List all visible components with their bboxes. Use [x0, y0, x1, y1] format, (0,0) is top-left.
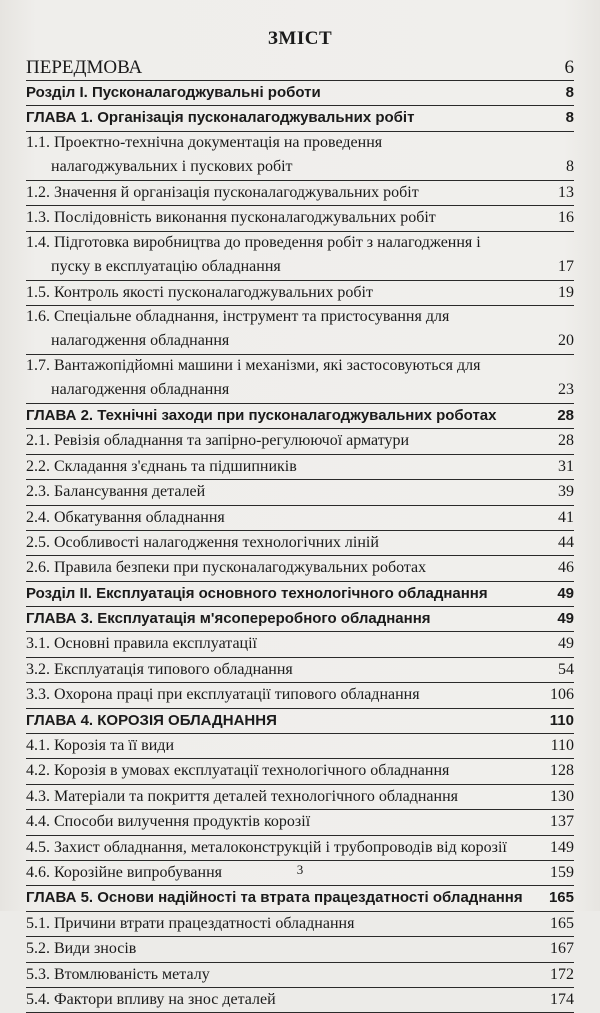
toc-entry-page: 149 [550, 838, 574, 856]
toc-entry-page: 20 [558, 331, 574, 349]
toc-entry [26, 582, 574, 607]
toc-entry-title: Розділ ІІ. Експлуатація основного технологічного обладнання [26, 584, 488, 602]
toc-entry-title: 3.3. Охорона праці при експлуатації типового обладнання [26, 686, 420, 704]
toc-entry-title: налагодження обладнання [51, 380, 230, 398]
toc-entry [26, 632, 574, 657]
toc-entry [26, 683, 574, 708]
toc-entry-page: 19 [558, 283, 574, 301]
toc-entry [26, 281, 574, 306]
toc-entry-title: 2.2. Складання з'єднань та підшипників [26, 457, 297, 475]
toc-entry-title: 1.4. Підготовка виробництва до проведення робіт з налагодження і [26, 233, 481, 251]
toc-entry [26, 181, 574, 206]
toc-entry [26, 429, 574, 454]
toc-entry [26, 836, 574, 861]
toc-entry [26, 937, 574, 962]
toc-entry-title: 3.1. Основні правила експлуатації [26, 635, 257, 653]
toc-entry-page: 49 [557, 610, 574, 628]
toc-entry-title: налагодження обладнання [51, 331, 230, 349]
toc-entry [26, 734, 574, 759]
toc-entry-title: 1.1. Проектно-технічна документація на проведення [26, 133, 383, 151]
toc-entry [26, 254, 574, 281]
toc-entry [26, 232, 574, 254]
toc-entry-title: 4.4. Способи вилучення продуктів корозії [26, 813, 311, 831]
toc-entry-page: 167 [550, 940, 574, 958]
toc-entry [26, 306, 574, 328]
toc-entry [26, 355, 574, 377]
toc-entry-title: ГЛАВА 2. Технічні заходи при пусконалагоджувальних роботах [26, 406, 497, 424]
toc-entry [26, 531, 574, 556]
toc-entry-page: 49 [558, 635, 574, 653]
toc-entry-page: 106 [550, 686, 574, 704]
toc-entry-title: 1.2. Значення й організація пусконалагоджувальних робіт [26, 183, 419, 201]
toc-entry-page: 165 [550, 914, 574, 932]
toc-entry-title: 1.7. Вантажопідйомні машини і механізми, які застосовуються для [26, 356, 481, 374]
toc-entry-title: 2.5. Особливості налагодження технологічних ліній [26, 533, 379, 551]
toc-entry-title: 4.2. Корозія в умовах експлуатації технологічного обладнання [26, 762, 450, 780]
toc-entry-page: 159 [550, 863, 574, 881]
toc-entry-title: 1.5. Контроль якості пусконалагоджувальних робіт [26, 283, 373, 301]
toc-entry [26, 132, 574, 154]
toc-entry [26, 377, 574, 404]
toc-entry-title: ГЛАВА 1. Організація пусконалагоджувальних робіт [26, 109, 415, 127]
toc-entry [26, 106, 574, 131]
page-title: ЗМІСТ [267, 28, 333, 49]
toc-entry [26, 963, 574, 988]
toc-entry [26, 709, 574, 734]
toc-entry-page: 137 [550, 813, 574, 831]
toc-entry-page: 8 [565, 84, 574, 101]
toc-entry-page: 28 [557, 406, 574, 424]
toc-entry [26, 154, 574, 181]
toc-entry [26, 328, 574, 355]
toc-entry-title: 1.3. Послідовність виконання пусконалагоджувальних робіт [26, 209, 436, 227]
toc-entry-page: 54 [558, 660, 574, 678]
toc-entry [26, 886, 574, 911]
toc-entry-title: ГЛАВА 3. Експлуатація м'ясопереробного обладнання [26, 610, 431, 628]
toc-entry-title: 3.2. Експлуатація типового обладнання [26, 660, 293, 678]
toc-entry [26, 206, 574, 231]
toc-entry-page: 13 [558, 183, 574, 201]
toc-entry-title: 2.4. Обкатування обладнання [26, 508, 225, 526]
toc-entry-title: 5.2. Види зносів [26, 940, 137, 958]
toc-entry [26, 556, 574, 581]
toc-entry-title: 4.1. Корозія та її види [26, 737, 174, 755]
toc-entry [26, 759, 574, 784]
toc-entry-title: ГЛАВА 5. Основи надійності та втрата працездатності обладнання [26, 889, 523, 907]
toc-entry-page: 49 [557, 584, 574, 602]
toc-entry [26, 988, 574, 1013]
toc-entry [26, 912, 574, 937]
toc-entry-title: налагоджувальних і пускових робіт [51, 157, 293, 175]
toc-entry [26, 810, 574, 835]
toc-entry-page: 110 [549, 711, 574, 729]
toc-entry-page: 28 [558, 432, 574, 450]
toc-entry-title: пуску в експлуатацію обладнання [51, 257, 281, 275]
toc-entry [26, 404, 574, 429]
toc-entry-page: 31 [558, 457, 574, 475]
toc-entry-page: 44 [558, 533, 574, 551]
toc-entry-title: 2.1. Ревізія обладнання та запірно-регулюючої арматури [26, 432, 410, 450]
toc-entry-page: 17 [558, 257, 574, 275]
toc-entry-page: 130 [550, 787, 574, 805]
toc-entry-page: 16 [558, 209, 574, 227]
toc-entry [26, 455, 574, 480]
toc-entry-title: 5.3. Втомлюваність металу [26, 965, 210, 983]
page-number: 3 [296, 862, 304, 877]
toc-entry-title: ГЛАВА 4. КОРОЗІЯ ОБЛАДНАННЯ [26, 711, 277, 729]
toc-entry-page: 6 [564, 57, 574, 78]
toc-entry-page: 172 [550, 965, 574, 983]
toc-entry-title: 4.3. Матеріали та покриття деталей технологічного обладнання [26, 787, 458, 805]
toc-entry-title: Розділ І. Пусконалагоджувальні роботи [26, 84, 321, 101]
toc-entry-title: 2.3. Балансування деталей [26, 483, 206, 501]
toc-entry-title: ПЕРЕДМОВА [26, 57, 143, 78]
toc-entry-page: 8 [566, 157, 574, 175]
toc-entry [26, 52, 574, 81]
toc-entry-page: 8 [565, 109, 574, 127]
toc-entry-page: 39 [558, 483, 574, 501]
toc-entry [26, 81, 574, 106]
toc-entry [26, 480, 574, 505]
toc-entry-title: 5.1. Причини втрати працездатності обладнання [26, 914, 355, 932]
toc-entry-title: 1.6. Спеціальне обладнання, інструмент та пристосування для [26, 307, 450, 325]
toc-entry-title: 2.6. Правила безпеки при пусконалагоджувальних роботах [26, 559, 427, 577]
toc-entry [26, 785, 574, 810]
toc-entry-page: 23 [558, 380, 574, 398]
toc-entry-page: 128 [550, 762, 574, 780]
toc-entry-page: 46 [558, 559, 574, 577]
toc-entry-title: 4.6. Корозійне випробування [26, 863, 223, 881]
toc-entry-page: 110 [550, 737, 574, 755]
toc-entry-page: 174 [550, 990, 574, 1008]
toc-entry-title: 4.5. Захист обладнання, металоконструкцій і трубопроводів від корозії [26, 838, 507, 856]
toc-entry [26, 607, 574, 632]
toc-entry [26, 506, 574, 531]
toc-entry-page: 165 [548, 889, 574, 907]
toc-entry-title: 5.4. Фактори впливу на знос деталей [26, 990, 276, 1008]
toc-entry [26, 658, 574, 683]
toc-entry-page: 41 [558, 508, 574, 526]
